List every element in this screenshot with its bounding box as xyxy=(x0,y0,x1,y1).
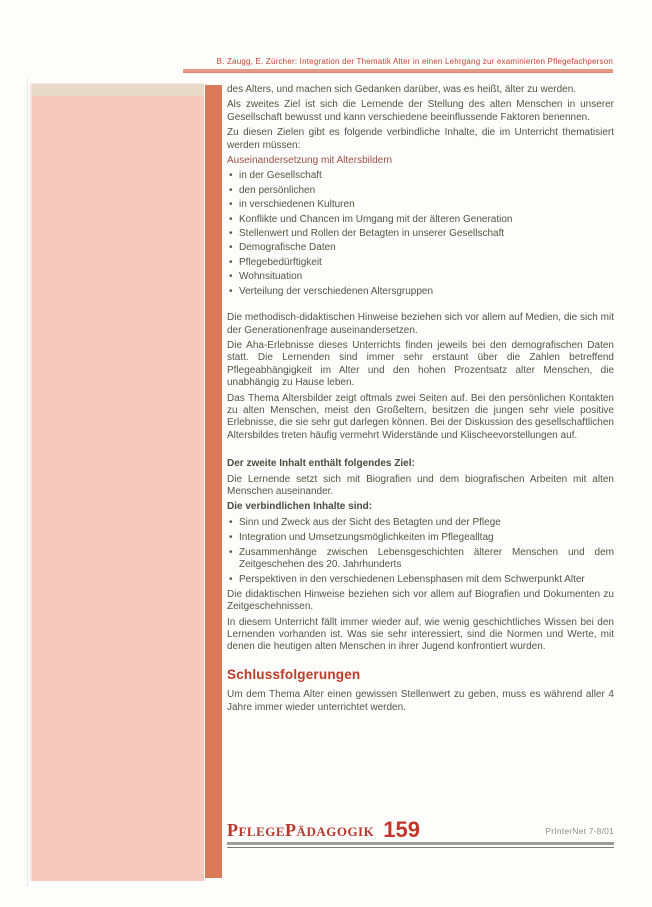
paragraph-group-top xyxy=(227,84,614,152)
goal-heading: Der zweite Inhalt enthält folgendes Ziel: xyxy=(227,458,415,470)
article-paragraph: Als zweites Ziel ist sich die Lernende der Stellung des alten Menschen in unserer Gesellschaft bewusst und kann verschiedene beeinflussende Faktoren benennen. xyxy=(227,99,614,123)
bullet-item: • Integration und Umsetzungsmöglichkeiten im Pflegealltag xyxy=(227,532,614,544)
contents-list xyxy=(227,517,614,587)
topics-list xyxy=(227,170,614,298)
page-edge xyxy=(27,78,28,886)
bullet-item: • den persönlichen xyxy=(227,185,614,197)
bullet-item: • Perspektiven in den verschiedenen Lebensphasen mit dem Schwerpunkt Alter xyxy=(227,574,614,586)
contents-heading: Die verbindlichen Inhalte sind: xyxy=(227,501,373,513)
bullet-item: • Sinn und Zweck aus der Sicht des Betagten und der Pflege xyxy=(227,517,614,529)
bullet-item: • in verschiedenen Kulturen xyxy=(227,199,614,211)
bullet-item: • Demografische Daten xyxy=(227,242,614,254)
bullet-item: • Wohnsituation xyxy=(227,271,614,283)
article-paragraph: des Alters, und machen sich Gedanken darüber, was es heißt, älter zu werden. xyxy=(227,84,577,95)
article-paragraph: Die didaktischen Hinweise beziehen sich vor allem auf Biografien und Dokumenten zu Zeitgeschehnissen. xyxy=(227,588,614,613)
conclusion-paragraph: Um dem Thema Alter einen gewissen Stellenwert zu geben, muss es während aller 4 Jahre immer wieder unterrichtet werden. xyxy=(227,689,614,713)
article-paragraph: Die Aha-Erlebnisse dieses Unterrichts finden jeweils bei den demografischen Daten statt. Die Lernenden sind immer sehr erstaunt über die Zahlen betreffend Pflegeabhängigkeit im Alter und den hohen Prozentsatz alter Menschen, die unabhängig zu Hause leben. xyxy=(227,339,614,389)
goal-paragraph: Die Lernende setzt sich mit Biografien und dem biografischen Arbeiten mit alten Menschen auseinander. xyxy=(227,473,614,497)
sidebar-top-strip xyxy=(32,84,204,96)
article-paragraph: Zu diesen Zielen gibt es folgende verbindliche Inhalte, die im Unterricht thematisiert werden müssen: xyxy=(227,127,614,151)
article-body xyxy=(227,84,614,717)
footer-brand: PflegePädagogik xyxy=(227,820,375,840)
footer-page-number: 159 xyxy=(383,817,420,842)
paragraph-group-mid xyxy=(227,312,614,442)
bullet-item: • Stellenwert und Rollen der Betagten in unserer Gesellschaft xyxy=(227,228,614,240)
paragraph-group-after xyxy=(227,589,614,654)
conclusion-heading: Schlussfolgerungen xyxy=(227,666,361,682)
bullet-item: • Konflikte und Chancen im Umgang mit der älteren Generation xyxy=(227,214,614,226)
footer-rule xyxy=(227,842,614,848)
header-rule xyxy=(183,69,613,73)
running-header: B. Zaugg, E. Zürcher: Integration der Thematik Alter in einen Lehrgang zur examinierten Pflegefachperson xyxy=(216,57,613,66)
bullet-item: • Zusammenhänge zwischen Lebensgeschichten älterer Menschen und dem Zeitgeschehen des 20. Jahrhunderts xyxy=(227,547,614,572)
page-footer xyxy=(227,817,614,848)
article-paragraph: Das Thema Altersbilder zeigt oftmals zwei Seiten auf. Bei den persönlichen Kontakten zu alten Menschen, meist den Großeltern, besitzen die jungen sehr viele positive Erlebnisse, die sie sehr gut darlegen können. Bei der Diskussion des gesellschaftlichen Altersbildes treten häufig vermehrt Widerstände und Klischeevorstellungen auf. xyxy=(227,392,614,441)
bullet-item: • in der Gesellschaft xyxy=(227,170,614,182)
bullet-item: • Pflegebedürftigkeit xyxy=(227,257,614,269)
sidebar-accent-strip xyxy=(205,85,222,878)
list1-heading: Auseinandersetzung mit Altersbildern xyxy=(227,155,393,167)
bullet-item: • Verteilung der verschiedenen Altersgruppen xyxy=(227,286,614,298)
footer-journal-ref: PrInterNet 7-8/01 xyxy=(545,826,614,836)
sidebar-panel xyxy=(30,83,204,881)
article-paragraph: In diesem Unterricht fällt immer wieder auf, wie wenig geschichtliches Wissen bei den Lernenden vorhanden ist. Was sie sehr interessiert, sind die Normen und Werte, mit denen die heutigen alten Menschen in ihrer Jugend konfrontiert wurden. xyxy=(227,616,614,653)
article-paragraph: Die methodisch-didaktischen Hinweise beziehen sich vor allem auf Medien, die sich mit der Generationenfrage auseinandersetzen. xyxy=(227,312,614,336)
